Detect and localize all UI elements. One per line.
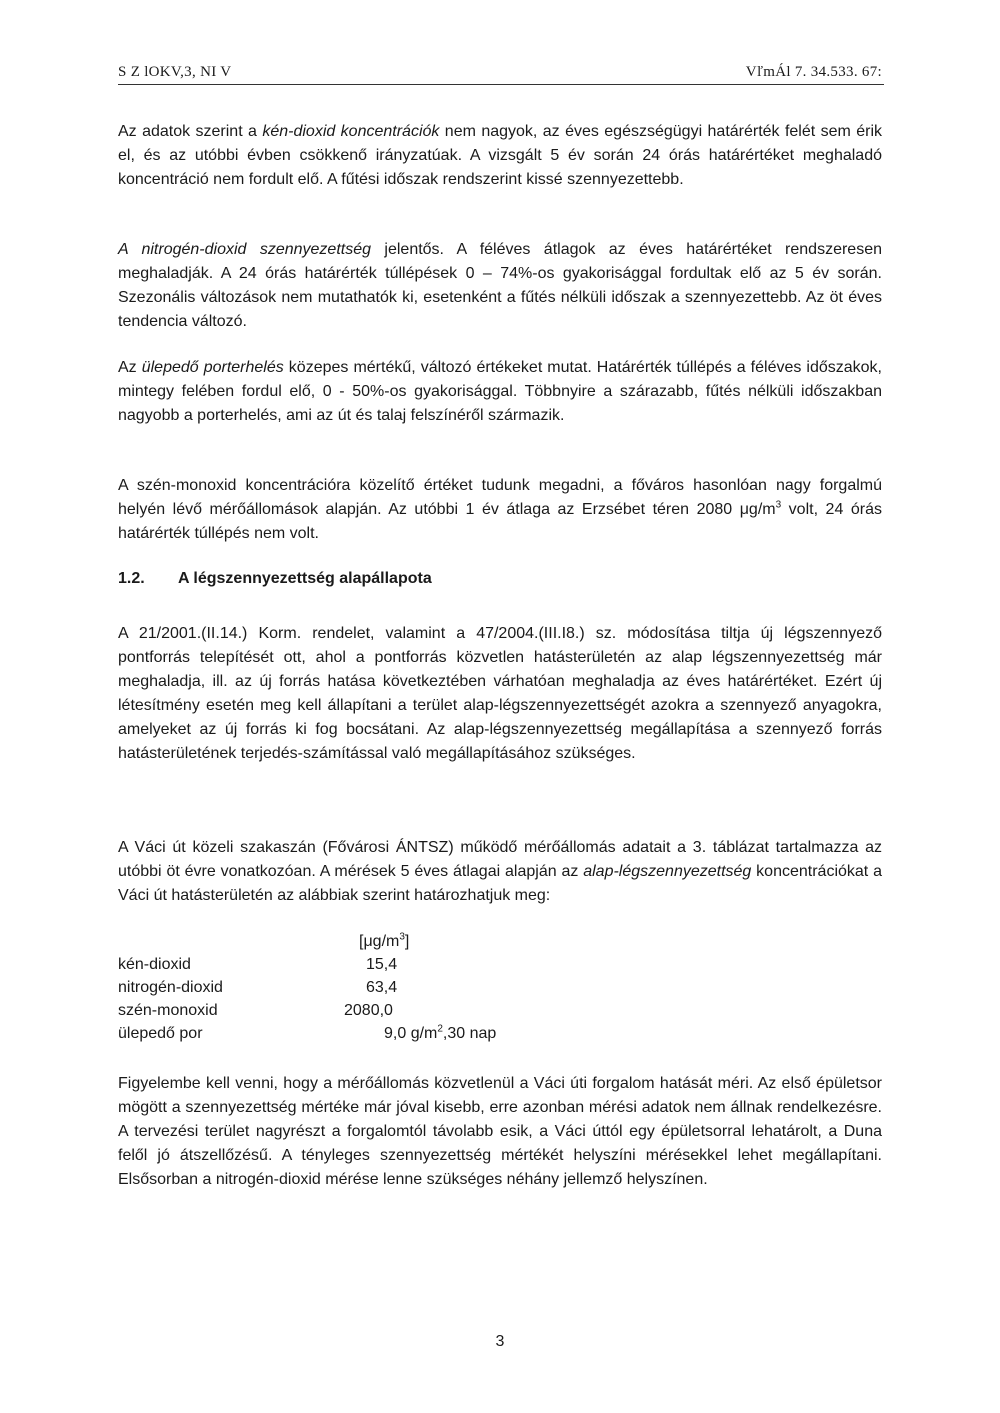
header-left-text: S Z lOKV,3, NI V [118,64,232,80]
p6-text-start: A Váci út közeli szakaszán (Fővárosi ÁNTSZ) működő mérőállomás adatait a 3. táblázat tartalmazza az utóbbi öt évre vonatkozóan. A mérések 5 éves átlagai alapján az [118,839,882,880]
paragraph-sulfur-dioxide [118,120,882,192]
p7-text: Figyelembe kell venni, hogy a mérőállomás közvetlenül a Váci úti forgalom hatását méri. Az első épületsor mögött a szennyezettség mértéke már jóval kisebb, erre azonban mérési adatok nem állnak rendelkezésre. A tervezési terület nagyrészt a forgalomtól távolabb esik, a Váci úttól egy épületsorral lehatárolt, a Duna felől jó átszellőzésű. A tényleges szennyezettség mértékét helyszíni mérésekkel lehet megállapítani. Elsősorban a nitrogén-dioxid mérése lenne szükséges néhány jellemző helyszínen. [118,1075,882,1188]
header-right-text: VľmÁl 7. 34.533. 67: [745,64,882,80]
table-row-value: 9,0 $g/m^2,30$ nap [384,1023,497,1042]
page-header [118,62,884,85]
paragraph-conclusion [118,1072,882,1192]
p4-text-end: volt, 24 órás határérték túllépés nem volt. [118,501,882,542]
table-row-name: szén-monoxid [118,1002,218,1019]
p2-text-end: jelentős. A féléves átlagok az éves határértéket rendszeresen meghaladják. A 24 órás határérték túllépések 0 – 74%-os gyakorisággal fordultak elő az 5 év során. Szezonális változások nem mutathatók ki, esetenként a fűtés nélküli időszak a szennyezettebb. Az öt éves tendencia változó. [118,241,883,330]
section-title: A légszennyezettség alapállapota [178,570,432,587]
p2-italic-term: A nitrogén-dioxid szennyezettség [118,241,372,258]
page-number: 3 [495,1333,505,1350]
table-row-value: 2080,0 [344,1002,393,1019]
p4-superscript: 3 [775,499,782,511]
p1-text-start: Az adatok szerint a [118,123,263,140]
table-row-value: 63,4 [366,979,398,996]
paragraph-carbon-monoxide [118,474,882,546]
section-number: 1.2. [118,570,145,587]
section-heading [118,570,432,588]
paragraph-measurement-station [118,836,882,908]
p6-text-end: koncentrációkat a Váci út hatásterületén az alábbiak szerint határozhatjuk meg: [118,863,882,904]
p6-italic-term: alap-légszennyezettség [583,863,752,880]
table-row-name: kén-dioxid [118,956,191,973]
p3-italic-term: ülepedő porterhelés [141,359,284,376]
table-row-name: nitrogén-dioxid [118,979,223,996]
paragraph-dust [118,356,882,428]
p4-text-start: A szén-monoxid koncentrációra közelítő értéket tudunk megadni, a főváros hasonlóan nagy forgalmú helyén lévő mérőállomások alapján. Az utóbbi 1 év átlaga az Erzsébet téren 2080 μg/m [118,477,882,518]
paragraph-regulation [118,622,882,766]
p1-italic-term: kén-dioxid koncentrációk [262,123,440,140]
p1-text-end: nem nagyok, az éves egészségügyi határérték felét sem érik el, és az utóbbi évben csökkenő irányzatúak. A vizsgált 5 év során 24 órás határértéket meghaladó koncentráció nem fordult elő. A fűtési időszak rendszerint kissé szennyezettebb. [118,123,883,188]
p3-text-start: Az [118,359,142,376]
paragraph-nitrogen-dioxide [118,238,882,334]
table-row-name: ülepedő por [118,1025,203,1042]
table-unit: $[\mu g/m^3]$ [359,931,410,950]
table-row-value: 15,4 [366,956,398,973]
p5-text: A 21/2001.(II.14.) Korm. rendelet, valamint a 47/2004.(III.I8.) sz. módosítása tiltja új légszennyező pontforrás telepítését ott, ahol a pontforrás közvetlen hatásterületén az alap légszennyezettség már meghaladja, ill. az új forrás hatása következtében várhatóan meghaladja az éves határértéket. Ezért új létesítmény esetén meg kell állapítani a terület alap-légszennyezettségét azokra a szennyező anyagokra, amelyeket az új forrás ki fog bocsátani. Az alap-légszennyezettség megállapítása a szennyező forrás hatásterületének terjedés-számítással való megállapításához szükséges. [118,625,882,762]
p3-text-end: közepes mértékű, változó értékeket mutat. Határérték túllépés a féléves időszakok, mintegy felében fordul elő, 0 - 50%-os gyakorisággal. Többnyire a szárazabb, fűtés nélküli időszakban nagyobb a porterhelés, ami az út és talaj felszínéről származik. [118,359,883,424]
